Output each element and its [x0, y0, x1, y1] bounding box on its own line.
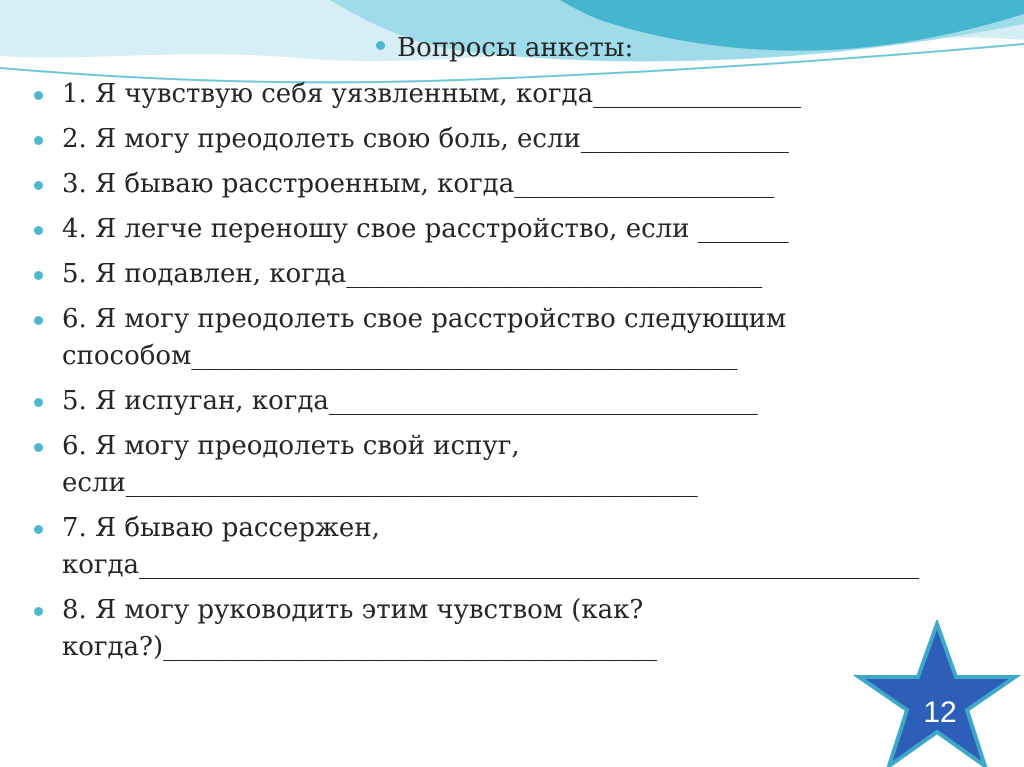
questionnaire-list: [32, 76, 972, 674]
slide-title: [376, 30, 633, 66]
question-item: [32, 428, 972, 502]
question-text: 8. Я могу руководить этим чувством (как?: [62, 595, 644, 625]
question-item: [32, 592, 972, 666]
question-text: 6. Я могу преодолеть свое расстройство следующим: [62, 304, 787, 334]
question-item: [32, 256, 972, 293]
bullet-icon: [34, 443, 43, 452]
question-text: 3. Я бываю расстроенным, когда____________________: [62, 169, 775, 199]
question-item: [32, 211, 972, 248]
slide-title-text: Вопросы анкеты:: [397, 33, 634, 63]
bullet-icon: [34, 136, 43, 145]
question-item: [32, 76, 972, 113]
question-text: 1. Я чувствую себя уязвленным, когда________________: [62, 79, 802, 109]
question-text: 2. Я могу преодолеть свою боль, если________________: [62, 124, 789, 154]
question-text: 5. Я испуган, когда_________________________________: [62, 386, 758, 416]
question-item: [32, 166, 972, 203]
bullet-icon: [34, 398, 43, 407]
bullet-icon: [34, 316, 43, 325]
bullet-icon: [34, 271, 43, 280]
question-answer-line: способом__________________________________________: [62, 341, 738, 371]
star-shape: [859, 624, 1015, 766]
bullet-icon: [34, 181, 43, 190]
title-bullet-icon: [376, 41, 385, 50]
page-number-star-icon: [852, 620, 1022, 767]
question-item: [32, 121, 972, 158]
question-text: 6. Я могу преодолеть свой испуг,: [62, 431, 520, 461]
bullet-icon: [34, 525, 43, 534]
question-answer-line: если____________________________________________: [62, 468, 698, 498]
bullet-icon: [34, 607, 43, 616]
question-answer-line: когда____________________________________________________________: [62, 550, 920, 580]
bullet-icon: [34, 91, 43, 100]
question-item: [32, 301, 972, 375]
question-text: 4. Я легче переношу свое расстройство, если _______: [62, 214, 789, 244]
page-number: 12: [923, 696, 957, 729]
question-item: [32, 510, 972, 584]
question-text: 5. Я подавлен, когда________________________________: [62, 259, 763, 289]
question-item: [32, 383, 972, 420]
question-text: 7. Я бываю рассержен,: [62, 513, 380, 543]
bullet-icon: [34, 226, 43, 235]
question-answer-line: когда?)______________________________________: [62, 632, 658, 662]
